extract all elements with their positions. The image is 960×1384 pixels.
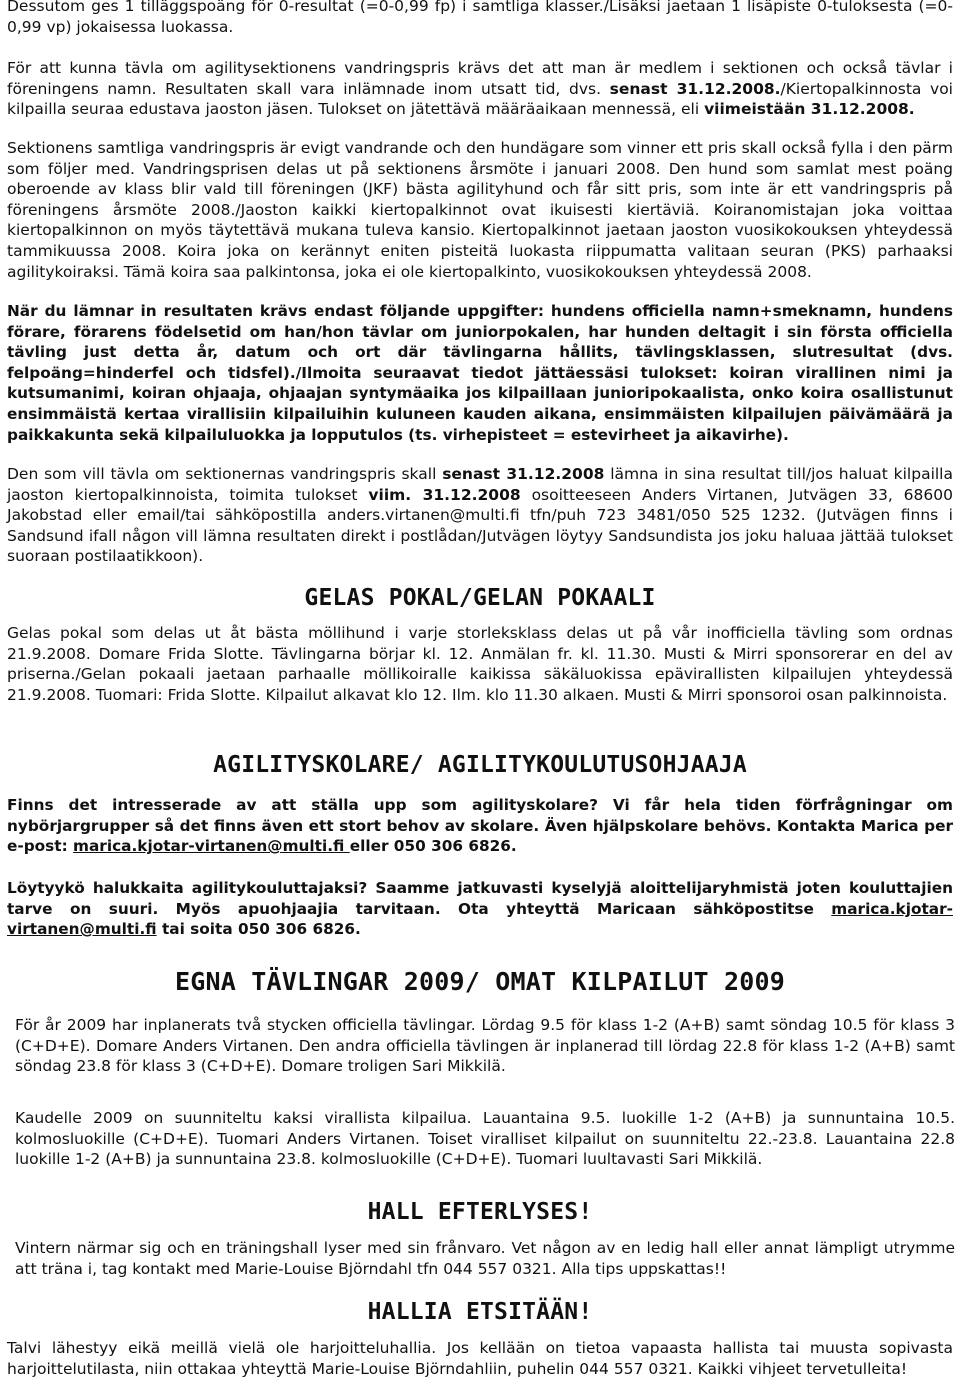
email-link[interactable]: marica.kjotar-virtanen@multi.fi: [7, 899, 953, 939]
paragraph-skolare-sv: [7, 795, 953, 857]
paragraph-kilpailut-fi: [15, 1108, 955, 1170]
text-run: Finns det intresserade av att ställa upp som agilityskolare? Vi får hela tiden förfrågningar om nybörjargrupper så det finns även ett stort behov av skolare. Även hjälpskolare behövs. Kontakta Marica per e-post:: [7, 796, 953, 856]
text-run: senast 31.12.2008: [442, 465, 605, 483]
heading-agilityskolare: AGILITYSKOLARE/ AGILITYKOULUTUSOHJAAJA: [213, 752, 747, 778]
text-run: Kaudelle 2009 on suunniteltu kaksi virallista kilpailua. Lauantaina 9.5. luokille 1-2 (A+B) ja sunnuntaina 10.5. kolmosluokille (C+D+E). Tuomari Anders Virtanen. Toiset viralliset kilpailut on suunniteltu 22.-23.8. Lauantaina 22.8 luokille 1-2 (A+B) ja sunnuntaina 23.8. kolmosluokille (C+D+E). Tuomari luultavasti Sari Mikkilä.: [15, 1109, 955, 1169]
text-run: viim. 31.12.2008: [368, 485, 521, 504]
text-run: För år 2009 har inplanerats två stycken officiella tävlingar. Lördag 9.5 för klass 1-2 (A+B) samt söndag 10.5 för klass 3 (C+D+E). Domare Anders Virtanen. Den andra officiella tävlingen är inplanerad till lördag 22.8 för klass 1-2 (A+B) samt söndag 23.8 för klass 3 (C+D+E). Domare troligen Sari Mikkilä.: [15, 1016, 955, 1076]
paragraph-hall-sv: [15, 1238, 955, 1279]
paragraph-tavlingar-sv: [15, 1015, 955, 1077]
text-run: tai soita 050 306 6826.: [156, 920, 361, 939]
paragraph-submission-address: [7, 464, 953, 567]
text-run: osoitteeseen Anders Virtanen, Jutvägen 33, 68600 Jakobstad eller email/tai sähköpostilla anders.virtanen@multi.fi tfn/puh 723 3481/050 525 1232. (Jutvägen finns i Sandsund ifall någon vill lämna resultaten direkt i postlådan/Jutvägen löytyy Sandsundista jos joku haluaa jättää tulokset suoraan postilaatikkoon).: [7, 485, 953, 566]
text-run: lämna in sina resultat till/jos haluat kilpailla jaoston kiertopalkinnoista, toimita tulokset: [7, 465, 953, 504]
paragraph-membership-rules: [7, 58, 953, 120]
text-run: Sektionens samtliga vandringspris är evigt vandrande och den hundägare som vinner ett pris skall också fylla i den pärm som följer med. Vandringsprisen delas ut på sektionens årsmöte i januari 2008. Den hund som samlat mest poäng oberoende av klass blir vald till föreningen (JKF) bästa agilityhund och får sitt pris, som inte är ett vandringspris på föreningens årsmöte 2008./Jaoston kaikki kiertopalkinnot ovat ikuisesti kiertäviä. Koiranomistajan joka voittaa kiertopalkinnon on myös täytettävä mukana tuleva kansio. Kiertopalkinnot jaetaan jaoston vuosikokouksen yhteydessä tammikuussa 2008. Koira joka on kerännyt eniten pisteitä luokasta riippumatta valitaan seuran (PKS) parhaaksi agilitykoiraksi. Tämä koira saa palkintonsa, joka ei ole kiertopalkinto, vuosikokouksen yhteydessä 2008.: [7, 139, 953, 281]
paragraph-hall-fi: [7, 1338, 953, 1379]
text-run: senast 31.12.2008.: [609, 79, 781, 98]
paragraph-required-info: [7, 301, 953, 445]
text-run: viimeistään 31.12.2008.: [704, 100, 915, 119]
text-run: För att kunna tävla om agilitysektionens vandringspris krävs det att man är medlem i sektionen och också tävlar i föreningens namn. Resultaten skall vara inlämnade inom utsatt tid, dvs.: [7, 59, 953, 98]
text-run: Dessutom ges 1 tilläggspoäng för 0-resultat (=0-0,99 fp) i samtliga klasser./Lisäksi jaetaan 1 lisäpiste 0-tuloksesta (=0-0,99 vp) jokaisessa luokassa.: [7, 0, 953, 36]
text-run: Den som vill tävla om sektionernas vandringspris skall: [7, 465, 443, 483]
text-run: Gelas pokal som delas ut åt bästa möllihund i varje storleksklass delas ut på vår inofficiella tävling som ordnas 21.9.2008. Domare Frida Slotte. Tävlingarna börjar kl. 12. Anmälan fr. kl. 11.30. Musti & Mirri sponsorerar en del av priserna./Gelan pokaali jaetaan parhaalle möllikoiralle kaikissa säkäluokissa epävirallisten kilpailujen yhteydessä 21.9.2008. Tuomari: Frida Slotte. Kilpailut alkavat klo 12. Ilm. klo 11.30 alkaen. Musti & Mirri sponsoroi osan palkinnoista.: [7, 624, 953, 704]
paragraph-skolare-fi: [7, 878, 953, 940]
text-run: Vintern närmar sig och en träningshall lyser med sin frånvaro. Vet någon av en ledig hall eller annat lämpligt utrymme att träna i, tag kontakt med Marie-Louise Björndahl tfn 044 557 0321. Alla tips uppskattas!!: [15, 1239, 955, 1278]
heading-hallia-etsitaan: HALLIA ETSITÄÄN!: [367, 1299, 593, 1325]
heading-gelas-pokal: GELAS POKAL/GELAN POKAALI: [304, 585, 656, 611]
heading-egna-tavlingar: EGNA TÄVLINGAR 2009/ OMAT KILPAILUT 2009: [174, 967, 786, 996]
paragraph-challenge-trophies: [7, 138, 953, 282]
paragraph-bonus-points: [7, 0, 953, 37]
text-run: eller 050 306 6826.: [349, 837, 517, 856]
paragraph-gelas-pokal: [7, 623, 953, 705]
text-run: När du lämnar in resultaten krävs endast följande uppgifter: hundens officiella namn+smeknamn, hundens förare, förarens födelsetid om han/hon tävlar om juniorpokalen, har hunden deltagit i sin första officiella tävling just detta år, datum och ort där tävlingarna hållits, tävlingsklassen, slutresultat (dvs. felpoäng=hinderfel och tidsfel)./Ilmoita seuraavat tiedot jättäessäsi tulokset: koiran virallinen nimi ja kutsumanimi, koiran ohjaaja, ohjaajan syntymäaika jos kilpaillaan junioripokaalista, onko koira osallistunut ensimmäistä kertaa virallisiin kilpailuihin kuluneen kauden aikana, ensimmäisten kilpailujen päivämäärä ja paikkakunta sekä kilpailuluokka ja lopputulos (ts. virhepisteet = estevirheet ja aikavirhe).: [7, 302, 953, 444]
text-run: Löytyykö halukkaita agilitykouluttajaksi? Saamme jatkuvasti kyselyjä aloittelijaryhmistä joten kouluttajien tarve on suuri. Myös apuohjaajia tarvitaan. Ota yhteyttä Maricaan sähköpostitse: [7, 879, 953, 918]
text-run: /Kiertopalkinnosta voi kilpailla seuraa edustava jaoston jäsen. Tulokset on jätettävä määräaikaan mennessä, eli: [7, 79, 953, 119]
heading-hall-efterlyses: HALL EFTERLYSES!: [367, 1199, 593, 1225]
text-run: Talvi lähestyy eikä meillä vielä ole harjoitteluhallia. Jos kellään on tietoa vapaasta hallista tai muusta sopivasta harjoittelutilasta, niin ottakaa yhteyttä Marie-Louise Björndahliin, puhelin 044 557 0321. Kaikki vihjeet tervetulleita!: [7, 1339, 953, 1378]
email-link[interactable]: marica.kjotar-virtanen@multi.fi: [73, 837, 350, 856]
